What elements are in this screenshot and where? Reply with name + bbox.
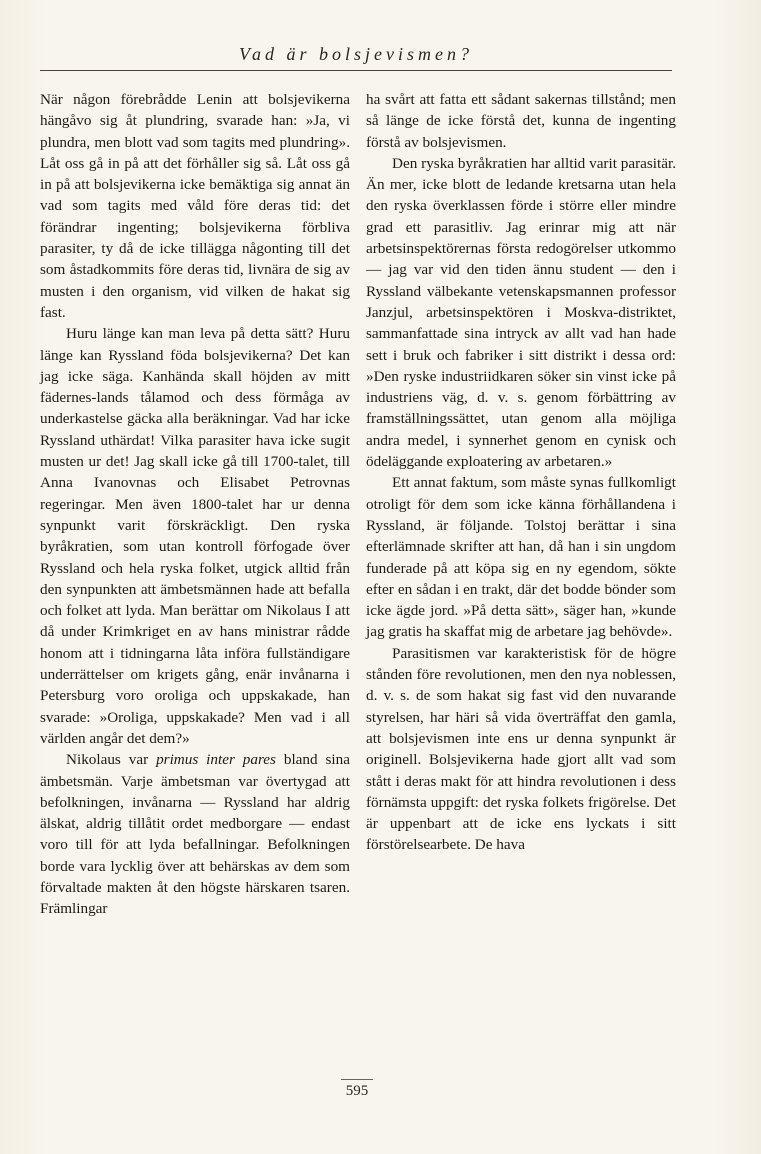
- header-rule: [40, 70, 672, 71]
- paragraph-text: Nikolaus var: [66, 751, 157, 769]
- paragraph: ha svårt att fatta ett sådant sakernas tillstånd; men så länge de icke förstå det, kunna de ingenting förstå av bolsjevismen.: [366, 91, 676, 151]
- footer-rule: [341, 1079, 373, 1080]
- paragraph: Parasitismen var karakteristisk för de högre stånden före revolutionen, men den nya noblessen, d. v. s. de som hakat sig fast vid den nuvarande styrelsen, har häri så vida överträffat den gamla, att bolsjevismen inte ens ur denna synpunkt är originell. Bolsjevikerna hade gjort allt vad som stått i deras makt för att hindra revolutionen i dess förnämsta uppgift: det ryska folkets frigörelse. Det är uppenbart att de icke ens lyckats i sitt förstörelsearbete. De hava: [366, 644, 676, 854]
- paragraph: Den ryska byråkratien har alltid varit parasitär. Än mer, icke blott de ledande kretsarna utan hela den ryska överklassen förde i större eller mindre grad ett parasitliv. Jag erinrar mig att när arbetsinspektörernas första redogörelser utkommo — jag var vid den tiden ännu student — den i Ryssland välbekante vetenskapsmannen professor Janzjul, arbetsinspektören i Moskva-distriktet, sammanfattade sina intryck av allt vad han hade sett i bruk och fabriker i sitt distrikt i dessa ord: »Den ryske industriidkaren söker sin vinst icke på industriens väg, d. v. s. genom förbättring av framställningssättet, utan genom alla möjliga andra medel, i synnerhet genom en cynisk och ödeläggande exploatering av arbetaren.»: [366, 154, 676, 471]
- paragraph: Ett annat faktum, som måste synas fullkomligt otroligt för dem som icke känna förhållandena i Ryssland, är följande. Tolstoj berättar i sina efterlämnade skrifter att han, då han i sin ungdom funderade på att köpa sig en ny egendom, sökte efter en sådan i en trakt, där det bodde bönder som icke ägde jord. »På detta sätt», säger han, »kunde jag gratis ha skaffat mig de arbetare jag behövde».: [366, 474, 676, 641]
- paragraph: När någon förebrådde Lenin att bolsjevikerna hängåvo sig åt plundring, svarade han: »Ja, vi plundra, men blott vad som tagits med plundring». Låt oss gå in på att det förhåller sig så. Låt oss gå in på att bolsjevikerna icke bemäktiga sig annat än vad som tagits med våld före deras tid: det förändrar ingenting; bolsjevikerna förbliva parasiter, ty då de icke tillägga någonting till det som åstadkommits före deras tid, livnära de sig av musten i den organism, vid vilken de hakat sig fast.: [40, 91, 350, 321]
- right-column: [366, 89, 676, 856]
- left-column: [40, 89, 350, 920]
- paragraph: [40, 749, 350, 919]
- page-number: 595: [345, 1083, 369, 1099]
- paragraph-text: bland sina ämbetsmän. Varje ämbetsman var övertygad att befolkningen, invånarna — Ryssland har aldrig älskat, aldrig tillåtit ordet medborgare — endast voro till för att lyda befallningar. Befolkningen borde vara lycklig över att behärskas av dem som förvaltade makten åt den högste härskaren tsaren. Främlingar: [40, 751, 350, 918]
- paragraph: Huru länge kan man leva på detta sätt? Huru länge kan Ryssland föda bolsjevikerna? Det kan jag icke säga. Kanhända skall höjden av mitt fädernes-lands tålamod och dess förmåga av underkastelse gäcka alla beräkningar. Vad har icke Ryssland uthärdat! Vilka parasiter hava icke sugit musten ur det! Jag skall icke gå till 1700-talet, till Anna Ivanovnas och Elisabet Petrovnas regeringar. Men även 1800-talet har ur denna synpunkt varit förskräckligt. Den ryska byråkratien, som utan kontroll förfogade över Ryssland och hela ryska folket, utgick alltid från den synpunkten att ämbetsmännen hade att befalla och folket att lyda. Man berättar om Nikolaus I att då under Krimkriget en av hans ministrar rådde honom att i tidningarna låta införa fullständigare underrättelser om krigets gång, enär invånarna i Petersburg voro oroliga och uppskakade, han svarade: »Oroliga, uppskakade? Men vad i all världen angår det dem?»: [40, 325, 350, 747]
- running-head: Vad är bolsjevismen?: [239, 44, 473, 64]
- latin-phrase: primus inter pares: [156, 751, 276, 769]
